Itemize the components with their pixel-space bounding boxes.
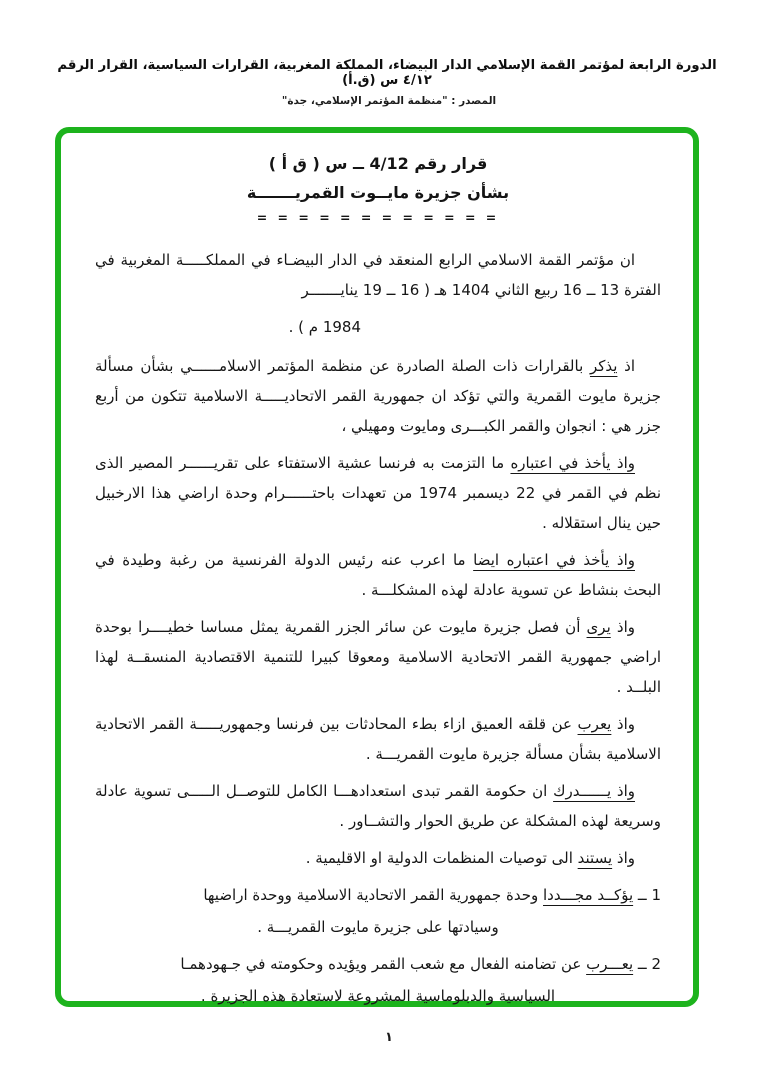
- catalog-header-line: الدورة الرابعة لمؤتمر القمة الإسلامي الدار البيضاء، المملكة المغربية، القرارات السياسية، القرار الرقم ٤/١٢ س (ق.أ): [57, 58, 717, 88]
- clause-text: عن قلقه العميق ازاء بطء المحادثات بين فرنسا وجمهوريـــــة القمر الاتحادية الاسلامية بشأن مسألة جزيرة مايوت القمريـــة .: [95, 715, 661, 763]
- clause-keyword: واذ يــــــدرك: [553, 782, 635, 800]
- clause-prefix: واذ: [612, 849, 635, 867]
- clause-prefix: اذ: [617, 357, 635, 375]
- clause-keyword: يعرب: [577, 715, 612, 733]
- clause-text: ان حكومة القمر تبدى استعدادهـــا الكامل للتوصــل الـــــى تسوية عادلة وسريعة لهذه المشكلة عن طريق الحوار والتشــاور .: [95, 782, 661, 830]
- clause-prefix: واذ: [611, 715, 636, 733]
- item-number: 2 ــ: [633, 955, 661, 973]
- clause-text: بالقرارات ذات الصلة الصادرة عن منظمة المؤتمر الاسلامــــــي بشأن مسألة جزيرة مايوت القمرية والتي تؤكد ان جمهورية القمر الاتحاديـــــة الاسلامية تتكون من أربع جزر هي : انجوان والقمر الكبـــرى ومايوت ومهيلي ،: [95, 357, 661, 435]
- page-number: ١: [385, 1030, 393, 1045]
- source-line: المصدر : "منظمة المؤتمر الإسلامي، جدة": [281, 95, 497, 107]
- clause-text: الى توصيات المنظمات الدولية او الاقليمية .: [305, 849, 578, 867]
- item-text: عن تضامنه الفعال مع شعب القمر ويؤيده وحكومته في جـهودهمـا: [180, 955, 587, 973]
- paragraph-based-on: [95, 843, 661, 873]
- clause-text: ما التزمت به فرنسا عشية الاستفتاء على تقريــــــر المصير الذى نظم في القمر في 22 ديسمبر 1974 من تعهدات باحتــــــرام وحدة اراضي هذا الارخبيل حين ينال استقلاله .: [95, 454, 661, 532]
- item-keyword: يعـــرب: [586, 955, 634, 973]
- item-keyword: يؤكــد مجـــددا: [543, 886, 634, 904]
- paragraph-taking-into-account: [95, 448, 661, 538]
- operative-item-2: [95, 949, 661, 979]
- paragraph-preamble-continuation: 1984 م ) .: [288, 318, 361, 336]
- clause-keyword: يرى: [586, 618, 611, 636]
- paragraph-recalling: [95, 351, 661, 441]
- paragraph-aware: [95, 776, 661, 836]
- clause-keyword: واذ يأخذ في اعتباره ايضا: [473, 551, 635, 569]
- paragraph-preamble: [95, 245, 661, 305]
- clause-text: ان مؤتمر القمة الاسلامي الرابع المنعقد في الدار البيضـاء في المملكـــــة المغربية في الفترة 13 ــ 16 ربيع الثاني 1404 هـ ( 16 ــ 19 ينايـــــــر: [95, 251, 661, 299]
- paragraph-expressing-concern: [95, 709, 661, 769]
- clause-prefix: واذ: [610, 618, 636, 636]
- clause-keyword: يذكر: [589, 357, 618, 375]
- operative-item-2-continuation: السياسية والدبلوماسية المشروعة لاستعادة هذه الجزيرة .: [200, 987, 556, 1005]
- clause-text: ما اعرب عنه رئيس الدولة الفرنسية من رغبة وطيدة في البحث بنشاط عن تسوية عادلة لهذه المشكلـــة .: [95, 551, 661, 599]
- resolution-number-title: قرار رقم 4/12 ــ س ( ق أ ): [268, 154, 488, 173]
- clause-keyword: يستند: [577, 849, 613, 867]
- operative-item-1: [95, 880, 661, 910]
- clause-keyword: واذ يأخذ في اعتباره: [510, 454, 635, 472]
- document-frame: [55, 127, 699, 1007]
- operative-item-1-continuation: وسيادتها على جزيرة مايوت القمريـــة .: [257, 918, 499, 936]
- title-separator: = = = = = = = = = = = =: [256, 210, 500, 225]
- clause-text: أن فصل جزيرة مايوت عن سائر الجزر القمرية يمثل مساسا خطيــــرا بوحدة اراضي جمهورية القمر الاتحادية الاسلامية ومعوقا كبيرا للتنمية الاقتصادية المنسقــة لهذا البلــد .: [95, 618, 661, 696]
- item-number: 1 ــ: [633, 886, 661, 904]
- paragraph-taking-into-account-also: [95, 545, 661, 605]
- paragraph-considering: [95, 612, 661, 702]
- item-text: وحدة جمهورية القمر الاتحادية الاسلامية ووحدة اراضيها: [203, 886, 543, 904]
- resolution-subject-title: بشأن جزيرة مايــوت القمريـــــــة: [246, 183, 510, 202]
